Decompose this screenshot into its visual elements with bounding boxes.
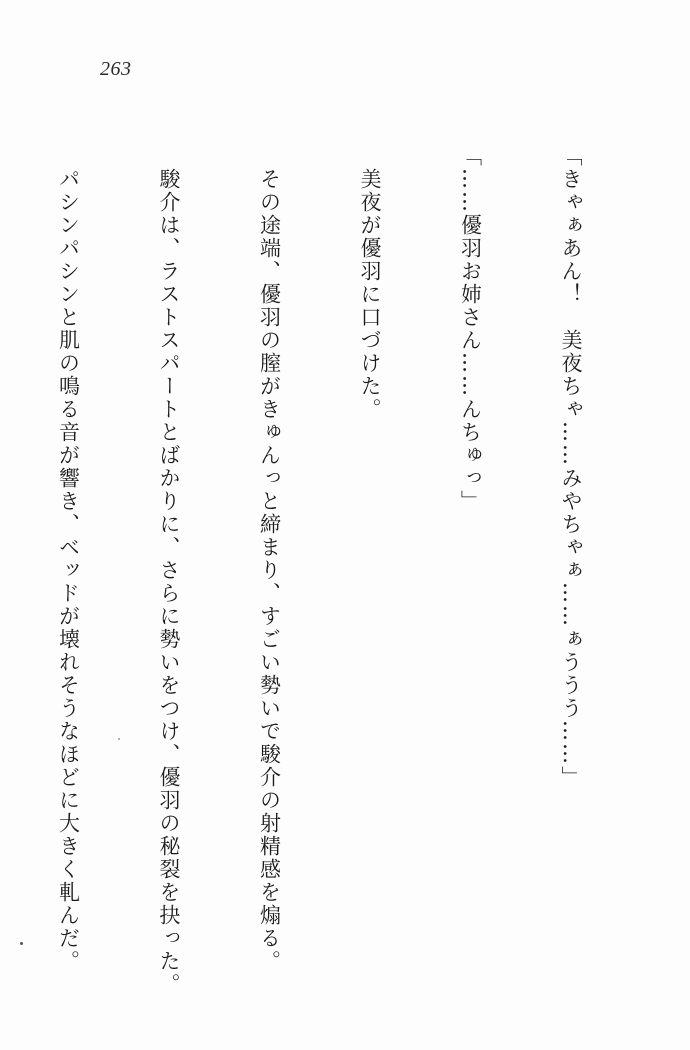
scan-speck: [20, 942, 23, 945]
vertical-text-body: [0, 145, 654, 1025]
text-line: 美夜が優羽に口づけた。: [358, 145, 382, 421]
scan-speck: [118, 738, 120, 740]
text-line: 駿介は、ラストスパートとばかりに、さらに勢いをつけ、優羽の秘裂を抉った。: [157, 145, 181, 996]
text-line: 「……優羽お姉さん……んちゅっ」: [458, 145, 483, 513]
page-number: 263: [100, 58, 132, 80]
text-line: その途端、優羽の膣がきゅんっと締まり、すごい勢いで駿介の射精感を煽る。: [257, 145, 282, 973]
text-line: パシンパシンと肌の鳴る音が響き、ベッドが壊れそうなほどに大きく軋んだ。: [56, 145, 81, 973]
text-line: 「きゃぁあん！ 美夜ちゃ……みやちゃぁ……ぁううう……」: [559, 145, 583, 789]
